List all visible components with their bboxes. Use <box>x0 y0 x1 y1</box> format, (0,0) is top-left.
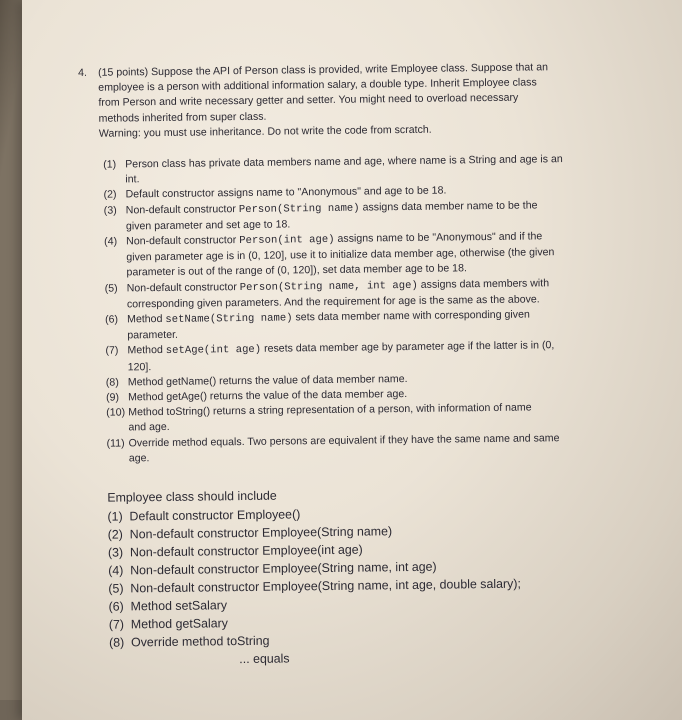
employee-requirements <box>83 483 605 660</box>
warning-line: Warning: you must use inheritance. Do not write the code from scratch. <box>98 123 432 140</box>
list-item: (6) Method setSalary <box>108 598 228 614</box>
code-snippet: setAge(int age) <box>165 344 262 358</box>
question-line-3: from Person and write necessary getter and setter. You might need to overload necessary <box>98 92 519 110</box>
list-item: (9) Method getAge() returns the value of the data member age. <box>105 388 408 404</box>
list-item: (1) Person class has private data members name and age, where name is a String and age is an int. <box>103 153 563 186</box>
list-item: (7) Method setAge(int age) resets data member age by parameter age if the latter is in (0, 120]. <box>105 339 555 374</box>
person-requirements-list <box>79 152 603 467</box>
list-item: (7) Method getSalary <box>108 616 229 632</box>
code-snippet: Person(String name) <box>238 202 360 216</box>
question-header <box>78 60 599 142</box>
question-line-2: employee is a person with additional information salary, a double type. Inherit Employee class <box>98 76 537 94</box>
code-snippet: setName(String name) <box>165 312 293 326</box>
question-number: 4. <box>78 66 88 79</box>
code-snippet: Person(String name, int age) <box>239 279 418 294</box>
list-item: (5) Non-default constructor Employee(String name, int age, double salary); <box>108 576 521 596</box>
list-item: (2) Default constructor assigns name to "Anonymous" and age to be 18. <box>103 184 447 202</box>
question-intro <box>98 60 599 142</box>
employee-section-title: Employee class should include <box>107 488 277 505</box>
list-item: (2) Non-default constructor Employee(String name) <box>107 524 393 542</box>
list-item: (3) Non-default constructor Employee(int age) <box>107 542 363 560</box>
list-item: (4) Non-default constructor Person(int age) assigns name to be "Anonymous" and if the given parameter age is in (0, 120], use it to initialize data member age, otherwise (the given parameter is out of the range of (0, 120]), set data member age to be 18. <box>104 230 555 279</box>
question-line-1: (15 points) Suppose the API of Person class is provided, write Employee class. Suppose that an <box>98 61 549 79</box>
list-item: (6) Method setName(String name) sets data member name with corresponding given parameter. <box>105 308 530 342</box>
list-item: (11) Override method equals. Two persons are equivalent if they have the same name and same age. <box>106 431 560 465</box>
list-item: (1) Default constructor Employee() <box>107 507 301 524</box>
question-line-4: methods inherited from super class. <box>98 110 267 125</box>
list-item: (4) Non-default constructor Employee(String name, int age) <box>108 559 437 578</box>
list-item: (10) Method toString() returns a string representation of a person, with information of name and age. <box>106 401 532 434</box>
code-snippet: Person(int age) <box>239 233 335 248</box>
document-content <box>78 60 605 660</box>
list-item: (3) Non-default constructor Person(String name) assigns data member name to be the given parameter and set age to 18. <box>103 199 538 233</box>
list-item: (5) Non-default constructor Person(String name, int age) assigns data members with corresponding given parameters. And the requirement for age is the same as the above. <box>104 276 550 311</box>
list-item: (8) Method getName() returns the value of data member name. <box>105 372 408 389</box>
list-item: (8) Override method toString <box>108 633 270 650</box>
